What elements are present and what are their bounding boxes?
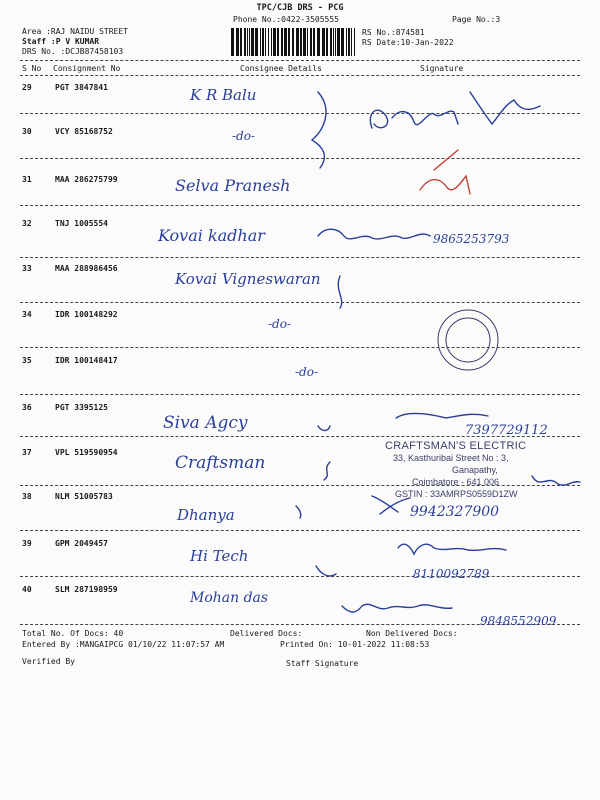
- tick-mark: [318, 426, 330, 431]
- tick-mark: [296, 506, 301, 518]
- col-signature: Signature: [420, 64, 464, 73]
- signature-scribble: [532, 476, 580, 485]
- handwritten-name: Craftsman: [175, 453, 266, 473]
- non-delivered-docs: Non Delivered Docs:: [366, 629, 458, 638]
- tick-mark: [316, 566, 336, 576]
- row-sno: 29: [22, 83, 32, 92]
- brace-mark: [312, 92, 326, 168]
- row-consignment: TNJ 1005554: [55, 219, 108, 228]
- signature-scribble: [342, 604, 452, 612]
- round-seal: [438, 310, 498, 370]
- entered-by: Entered By :MANGAIPCG 01/10/22 11:07:57 AM: [22, 640, 225, 649]
- handwritten-phone: 7397729112: [465, 423, 548, 438]
- total-docs: Total No. Of Docs: 40: [22, 629, 124, 638]
- row-sno: 37: [22, 448, 32, 457]
- handwritten-phone: 9865253793: [433, 232, 510, 246]
- handwritten-name: Kovai kadhar: [158, 226, 265, 245]
- handwritten-phone: 8110092789: [413, 567, 490, 581]
- stamp-name: CRAFTSMAN'S ELECTRIC: [385, 440, 527, 452]
- row-consignment: IDR 100148417: [55, 356, 118, 365]
- row-consignment: PGT 3847841: [55, 83, 108, 92]
- delivered-docs: Delivered Docs:: [230, 629, 303, 638]
- area-label: Area :RAJ NAIDU STREET: [22, 27, 128, 36]
- row-sno: 31: [22, 175, 32, 184]
- row-sno: 40: [22, 585, 32, 594]
- row-consignment: IDR 100148292: [55, 310, 118, 319]
- col-sno: S No: [22, 64, 42, 73]
- tick-mark: [338, 276, 341, 308]
- staff-label: Staff :P V KUMAR: [22, 37, 100, 46]
- signature-scribble: [318, 229, 430, 239]
- handwritten-phone: 9942327900: [410, 504, 500, 520]
- row-sno: 30: [22, 127, 32, 136]
- stamp-gstin: GSTIN : 33AMRPS0559D1ZW: [395, 489, 518, 499]
- row-sno: 34: [22, 310, 32, 319]
- row-sno: 32: [22, 219, 32, 228]
- row-consignment: SLM 287198959: [55, 585, 118, 594]
- row-consignment: PGT 3395125: [55, 403, 108, 412]
- row-sno: 39: [22, 539, 32, 548]
- signature-scribble: [396, 413, 488, 418]
- handwritten-name: Dhanya: [177, 506, 235, 524]
- handwritten-name: -do-: [268, 317, 292, 331]
- rs-number: RS No.:874581: [362, 28, 425, 37]
- handwritten-name: Siva Agcy: [163, 413, 248, 433]
- row-sno: 36: [22, 403, 32, 412]
- page-number: Page No.:3: [452, 15, 501, 24]
- handwritten-name: -do-: [295, 365, 319, 379]
- row-sno: 38: [22, 492, 32, 501]
- drs-number: DRS No. :DCJB87458103: [22, 47, 124, 56]
- stamp-line: 33, Kasthuribai Street No : 3,: [393, 453, 509, 463]
- staff-signature: Staff Signature: [286, 659, 359, 668]
- row-sno: 33: [22, 264, 32, 273]
- row-consignment: VPL 519590954: [55, 448, 118, 457]
- signature-scribble: [370, 92, 540, 128]
- handwritten-phone: 9848552909: [480, 614, 557, 628]
- rs-date: RS Date:10-Jan-2022: [362, 38, 454, 47]
- phone-number: Phone No.:0422-3505555: [233, 15, 339, 24]
- signature-scribble: [398, 544, 506, 554]
- stamp-line: Ganapathy,: [452, 465, 498, 475]
- printed-on: Printed On: 10-01-2022 11:08:53: [280, 640, 430, 649]
- red-ink-arrow: [420, 150, 470, 194]
- signature-scribble: [372, 496, 410, 514]
- stamp-line: Coimbatore - 641 006: [412, 477, 500, 487]
- handwritten-name: Mohan das: [190, 590, 269, 606]
- row-consignment: GPM 2049457: [55, 539, 108, 548]
- col-consignment: Consignment No: [53, 64, 121, 73]
- verified-by: Verified By: [22, 657, 75, 666]
- row-consignment: MAA 286275799: [55, 175, 118, 184]
- document-title: TPC/CJB DRS - PCG: [256, 3, 344, 13]
- col-consignee-details: Consignee Details: [240, 64, 322, 73]
- handwritten-name: Selva Pranesh: [175, 176, 291, 195]
- handwritten-name: K R Balu: [190, 86, 257, 104]
- row-consignment: VCY 85168752: [55, 127, 113, 136]
- row-consignment: MAA 288986456: [55, 264, 118, 273]
- handwritten-name: -do-: [232, 129, 256, 143]
- handwritten-name: Hi Tech: [190, 547, 249, 565]
- row-consignment: NLM 51005783: [55, 492, 113, 501]
- tick-mark: [324, 462, 330, 480]
- row-sno: 35: [22, 356, 32, 365]
- handwritten-name: Kovai Vigneswaran: [175, 270, 321, 288]
